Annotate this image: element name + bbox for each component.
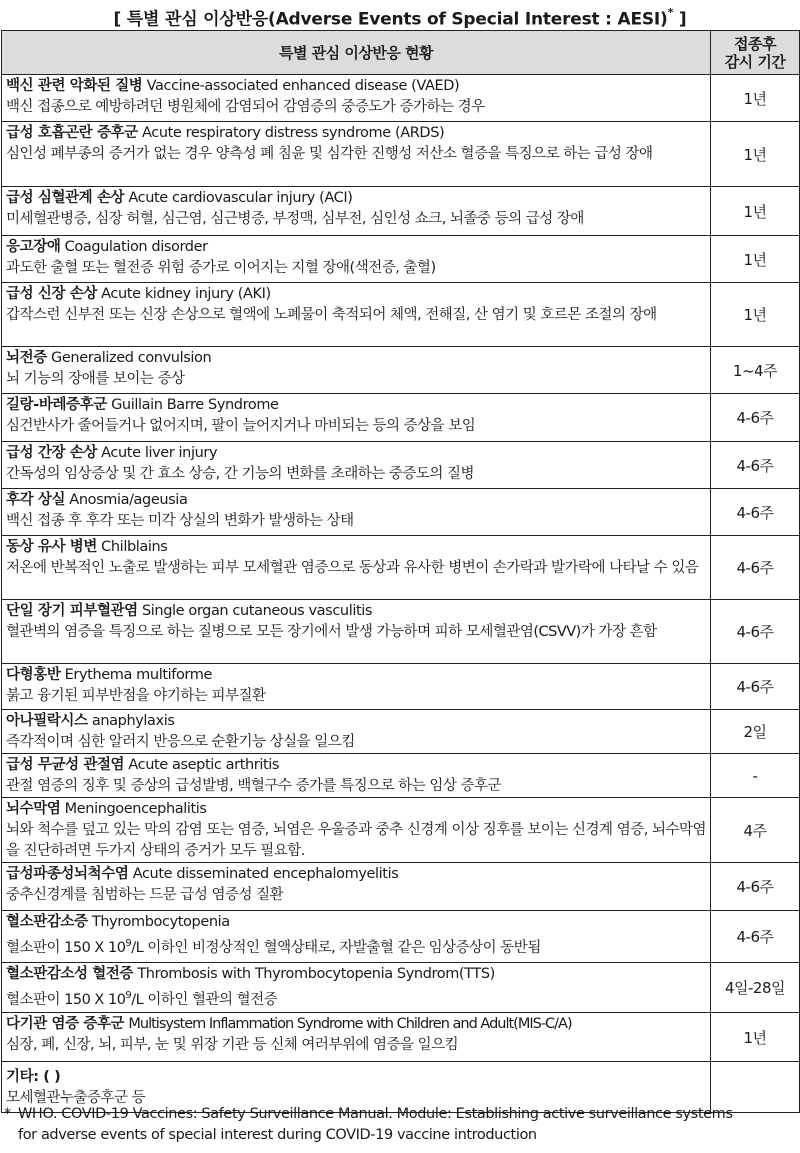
aesi-name-en: Guillain Barre Syndrome: [111, 397, 279, 413]
exponent: 9: [125, 990, 132, 1001]
table-header-row: [2, 31, 800, 75]
aesi-description: 심인성 폐부종의 증거가 없는 경우 양측성 폐 침윤 및 심각한 진행성 저산소 혈증을 특징으로 하는 급성 장애: [6, 146, 653, 162]
aesi-name: [6, 1013, 706, 1035]
aesi-cell: [2, 710, 711, 754]
aesi-name: [6, 75, 706, 97]
aesi-cell: [2, 236, 711, 283]
desc-part: 혈소판이 150 X 10: [6, 991, 126, 1008]
aesi-name-en: Single organ cutaneous vasculitis: [141, 603, 373, 619]
aesi-description: 심장, 폐, 신장, 뇌, 피부, 눈 및 위장 기관 등 신체 여러부위에 염증을 일으킴: [6, 1037, 459, 1053]
aesi-name-en: Meningoencephalitis: [64, 801, 207, 817]
aesi-name: [6, 911, 706, 933]
surveillance-period: 1년: [711, 1013, 800, 1062]
aesi-name: [6, 347, 706, 369]
table-row: [2, 283, 800, 347]
surveillance-period: -: [711, 754, 800, 798]
aesi-cell: [2, 347, 711, 394]
surveillance-period: 2일: [711, 710, 800, 754]
surveillance-period: 4-6주: [711, 442, 800, 489]
table-row: [2, 863, 800, 911]
aesi-table: [1, 30, 800, 1113]
aesi-name-ko: 응고장애: [6, 239, 61, 255]
table-row: [2, 664, 800, 710]
aesi-name: [6, 489, 706, 511]
aesi-cell: [2, 1013, 711, 1062]
aesi-description: 뇌 기능의 장애를 보이는 증상: [6, 371, 185, 387]
aesi-name-en: Acute respiratory distress syndrome (ARDS): [141, 125, 445, 141]
surveillance-period: 1년: [711, 236, 800, 283]
surveillance-period: 4-6주: [711, 911, 800, 963]
aesi-description: 미세혈관병증, 심장 허혈, 심근염, 심근병증, 부정맥, 심부전, 심인성 쇼크, 뇌졸중 등의 급성 장애: [6, 211, 584, 227]
aesi-cell: [2, 963, 711, 1013]
aesi-name: [6, 863, 706, 885]
header-status: 특별 관심 이상반응 현황: [2, 31, 711, 75]
aesi-name: [6, 600, 706, 622]
aesi-name: [6, 710, 706, 732]
aesi-description: 뇌와 척수를 덮고 있는 막의 감염 또는 염증, 뇌염은 우울증과 중추 신경계 이상 징후를 보이는 신경계 염증, 뇌수막염을 진단하려면 두가지 상태의 증거가 모두 필요함.: [6, 822, 706, 859]
table-row: [2, 122, 800, 187]
aesi-description: 중추신경계를 침범하는 드문 급성 염증성 질환: [6, 887, 284, 903]
surveillance-period: 4-6주: [711, 863, 800, 911]
aesi-description: 심건반사가 줄어들거나 없어지며, 팔이 늘어지거나 마비되는 등의 증상을 보임: [6, 418, 476, 434]
table-row: [2, 394, 800, 442]
aesi-name-ko: 동상 유사 병변: [6, 539, 97, 555]
aesi-name: [6, 798, 706, 820]
aesi-name-ko: 급성 무균성 관절염: [6, 757, 125, 773]
aesi-name-ko: 급성 신장 손상: [6, 286, 97, 302]
aesi-name-ko: 뇌수막염: [6, 801, 61, 817]
header-period-line2: 감시 기간: [724, 52, 786, 71]
footnote-line: [4, 1104, 800, 1125]
aesi-name: [6, 963, 706, 985]
surveillance-period: 4-6주: [711, 664, 800, 710]
aesi-description: 관절 염증의 징후 및 증상의 급성발병, 백혈구수 증가를 특징으로 하는 임상 증후군: [6, 778, 502, 794]
aesi-name-en: Acute kidney injury (AKI): [101, 286, 271, 302]
aesi-description: [6, 985, 706, 1011]
aesi-name-ko: 급성 간장 손상: [6, 445, 97, 461]
aesi-description: 혈관벽의 염증을 특징으로 하는 질병으로 모든 장기에서 발생 가능하며 피하 모세혈관염(CSVV)가 가장 흔함: [6, 624, 657, 640]
aesi-name-en: Chilblains: [101, 539, 168, 555]
surveillance-period: 1년: [711, 283, 800, 347]
aesi-name-ko: 혈소판감소성 혈전증: [6, 966, 134, 982]
aesi-description: 갑작스런 신부전 또는 신장 손상으로 혈액에 노폐물이 축적되어 체액, 전해질, 산 염기 및 호르몬 조절의 장애: [6, 307, 657, 323]
aesi-name-ko: 급성파종성뇌척수염: [6, 866, 129, 882]
aesi-name: [6, 283, 706, 305]
table-row: [2, 536, 800, 600]
aesi-name-ko: 백신 관련 악화된 질병: [6, 78, 143, 94]
aesi-name-en: Acute cardiovascular injury (ACI): [128, 190, 353, 206]
surveillance-period: 4-6주: [711, 489, 800, 536]
surveillance-period: 4-6주: [711, 600, 800, 664]
header-period-line1: 접종후: [734, 34, 776, 53]
aesi-name-ko: 기타: ( ): [6, 1069, 61, 1085]
aesi-name-en: Thrombosis with Thyrombocytopenia Syndrom(TTS): [137, 966, 495, 982]
surveillance-period: 1년: [711, 122, 800, 187]
footnote: [4, 1104, 800, 1146]
aesi-name: [6, 394, 706, 416]
aesi-name: [6, 1062, 706, 1088]
aesi-name-ko: 급성 호흡곤란 증후군: [6, 125, 138, 141]
aesi-description: 백신 접종으로 예방하려던 병원체에 감염되어 감염증의 중증도가 증가하는 경우: [6, 99, 485, 115]
surveillance-period: 1~4주: [711, 347, 800, 394]
table-row: [2, 489, 800, 536]
aesi-cell: [2, 283, 711, 347]
surveillance-period: 4일-28일: [711, 963, 800, 1013]
aesi-cell: [2, 394, 711, 442]
aesi-description: 과도한 출혈 또는 혈전증 위험 증가로 이어지는 지혈 장애(색전증, 출혈): [6, 260, 436, 276]
aesi-cell: [2, 536, 711, 600]
table-row: [2, 710, 800, 754]
aesi-cell: [2, 754, 711, 798]
aesi-cell: [2, 911, 711, 963]
table-row: [2, 236, 800, 283]
aesi-name-en: Vaccine-associated enhanced disease (VAED): [146, 78, 460, 94]
table-row: [2, 75, 800, 122]
footnote-text: WHO. COVID-19 Vaccines: Safety Surveillance Manual. Module: Establishing active surveillance systems: [18, 1106, 733, 1122]
table-row: [2, 963, 800, 1013]
aesi-name-en: Acute aseptic arthritis: [128, 757, 280, 773]
aesi-cell: [2, 489, 711, 536]
aesi-name-ko: 다기관 염증 증후군: [6, 1016, 125, 1032]
footnote-line: for adverse events of special interest during COVID-19 vaccine introduction: [18, 1127, 537, 1143]
aesi-name: [6, 122, 706, 144]
table-row: [2, 600, 800, 664]
aesi-name-ko: 아나필락시스: [6, 713, 88, 729]
aesi-cell: [2, 863, 711, 911]
aesi-name: [6, 664, 706, 686]
aesi-name-ko: 후각 상실: [6, 492, 66, 508]
title-close-bracket: ]: [673, 9, 687, 30]
aesi-cell: [2, 664, 711, 710]
surveillance-period: 4주: [711, 798, 800, 863]
aesi-name-ko: 급성 심혈관계 손상: [6, 190, 125, 206]
desc-part: /L 이하인 비정상적인 혈액상태로, 자발출혈 같은 임상증상이 동반됨: [131, 939, 541, 956]
aesi-cell: [2, 600, 711, 664]
exponent: 9: [125, 938, 132, 949]
table-row: [2, 442, 800, 489]
table-row: [2, 754, 800, 798]
page-title: [0, 2, 800, 28]
desc-part: 혈소판이 150 X 10: [6, 939, 126, 956]
aesi-name-ko: 단일 장기 피부혈관염: [6, 603, 138, 619]
aesi-cell: [2, 442, 711, 489]
aesi-name: [6, 236, 706, 258]
table-row: [2, 347, 800, 394]
aesi-cell: [2, 187, 711, 236]
title-text: [ 특별 관심 이상반응(Adverse Events of Special Interest : AESI): [113, 9, 668, 30]
aesi-name-ko: 혈소판감소증: [6, 914, 88, 930]
surveillance-period: 1년: [711, 187, 800, 236]
aesi-name-ko: 뇌전증: [6, 350, 47, 366]
aesi-name-en: Multisystem Inflammation Syndrome with Children and Adult(MIS-C/A): [128, 1016, 572, 1032]
aesi-name-en: Anosmia/ageusia: [69, 492, 188, 508]
table-row: [2, 798, 800, 863]
surveillance-period: 4-6주: [711, 394, 800, 442]
aesi-cell: [2, 75, 711, 122]
aesi-name-en: Thyrombocytopenia: [91, 914, 230, 930]
aesi-name-ko: 다형홍반: [6, 667, 61, 683]
table-row: [2, 187, 800, 236]
aesi-description: 모세혈관누출증후군 등: [6, 1090, 146, 1106]
table-row: [2, 911, 800, 963]
aesi-cell: [2, 122, 711, 187]
header-period: [711, 31, 800, 75]
aesi-name: [6, 754, 706, 776]
surveillance-period: 4-6주: [711, 536, 800, 600]
table-row: [2, 1013, 800, 1062]
aesi-name-en: Coagulation disorder: [64, 239, 208, 255]
aesi-name: [6, 187, 706, 209]
aesi-description: 붉고 융기된 피부반점을 야기하는 피부질환: [6, 688, 266, 704]
aesi-name-en: Generalized convulsion: [51, 350, 212, 366]
aesi-description: 즉각적이며 심한 알러지 반응으로 순환기능 상실을 일으킴: [6, 734, 355, 750]
aesi-name: [6, 536, 706, 558]
aesi-name-ko: 길랑-바레증후군: [6, 397, 107, 413]
aesi-description: [6, 933, 706, 959]
aesi-description: 간독성의 임상증상 및 간 효소 상승, 간 기능의 변화를 초래하는 중증도의 질병: [6, 466, 475, 482]
aesi-name-en: Acute liver injury: [101, 445, 218, 461]
title-footnote-mark: *: [667, 6, 674, 19]
aesi-name-en: anaphylaxis: [91, 713, 175, 729]
aesi-description: 저온에 반복적인 노출로 발생하는 피부 모세혈관 염증으로 동상과 유사한 병변이 손가락과 발가락에 나타날 수 있음: [6, 560, 699, 576]
aesi-name-en: Acute disseminated encephalomyelitis: [132, 866, 399, 882]
aesi-description: 백신 접종 후 후각 또는 미각 상실의 변화가 발생하는 상태: [6, 513, 354, 529]
surveillance-period: 1년: [711, 75, 800, 122]
aesi-name-en: Erythema multiforme: [64, 667, 212, 683]
aesi-name: [6, 442, 706, 464]
aesi-cell: [2, 798, 711, 863]
desc-part: /L 이하인 혈관의 혈전증: [131, 991, 278, 1008]
footnote-mark: *: [4, 1106, 11, 1122]
